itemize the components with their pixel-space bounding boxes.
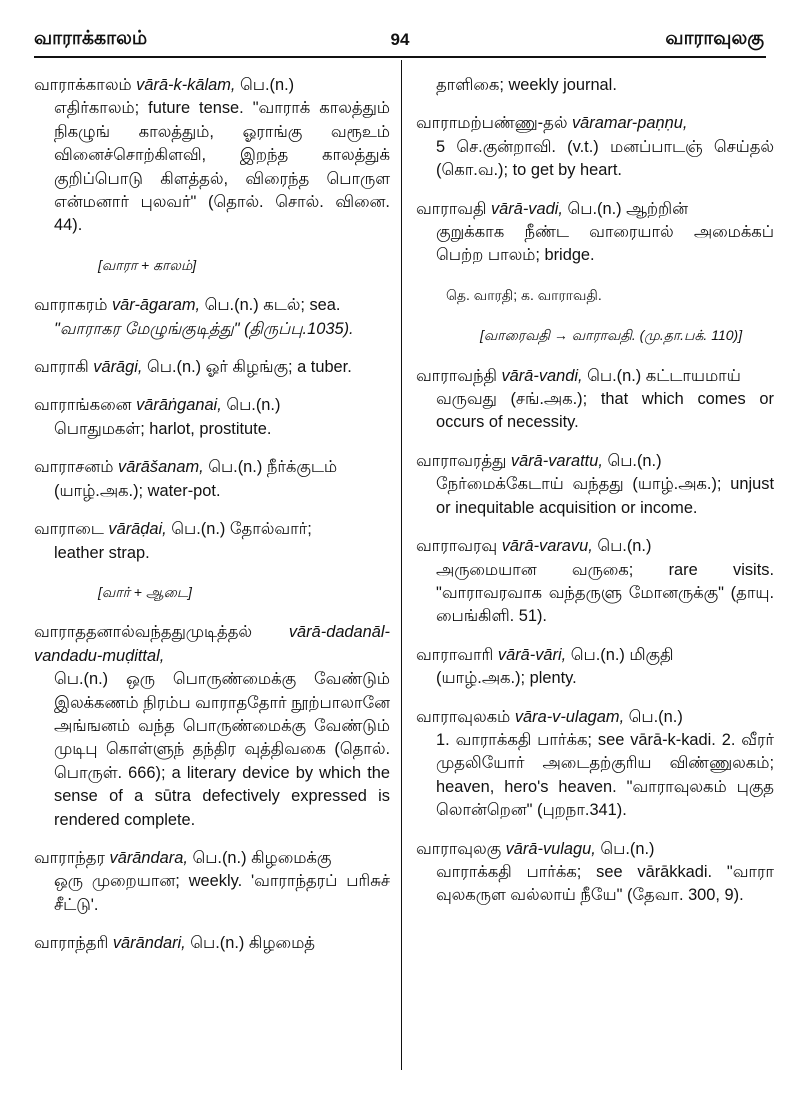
grammar-label: பெ.(n.) ஆற்றின்	[562, 199, 689, 218]
headword: வாராவரத்து	[416, 451, 507, 470]
entry	[34, 394, 390, 441]
definition: அருமையான வருகை; rare visits. "வாராவரவாக வந்தருளு மோனருக்கு" (தாயு. பைங்கிளி. 51).	[436, 560, 774, 626]
headword: வாராததனால்வந்ததுமுடித்தல்	[34, 623, 252, 642]
headword: வாராசனம்	[34, 458, 114, 477]
etymology-note: [வாரைவதி → வாராவதி. (மு.தா.பக். 110)]	[480, 327, 743, 344]
grammar-label: பெ.(n.) கிழமைக்கு	[187, 848, 332, 867]
definition: (யாழ்.அக.); water-pot.	[54, 481, 221, 500]
grammar-label: பெ.(n.) தோல்வார்;	[166, 520, 312, 539]
transliteration: vārā-vulagu,	[505, 839, 596, 858]
headword: வாராமற்பண்ணு-தல்	[416, 114, 568, 133]
transliteration: vārā-vadi,	[490, 199, 563, 218]
grammar-label: பெ.(n.)	[235, 76, 295, 94]
grammar-label: பெ.(n.)	[595, 839, 655, 858]
header-rule	[34, 56, 766, 58]
transliteration: vārā-k-kālam,	[136, 76, 236, 94]
headword: வாராந்தரி	[34, 934, 109, 953]
headword: வாராடை	[34, 520, 104, 539]
transliteration: vārāgi,	[93, 358, 143, 377]
transliteration: vārāndara,	[109, 848, 188, 867]
grammar-label: பெ.(n.)	[624, 707, 683, 726]
headword: வாராவுலகு	[416, 839, 502, 858]
entry	[34, 932, 390, 955]
grammar-label: பெ.(n.) கடல்; sea.	[200, 296, 341, 315]
transliteration: vārā-dadanāl-vandadu-muḍittal,	[34, 623, 390, 665]
definition: பொதுமகள்; harlot, prostitute.	[54, 419, 272, 438]
definition: பெ.(n.) ஒரு பொருண்மைக்கு வேண்டும் இலக்கணம் நிரம்ப வாராததோர் நூற்பாலானே அங்ஙனம் வந்த பொருண்மைக்கு வேண்டும் முடிபு கொள்ளுந் தந்திர வுத்திவகை (தொல். பொருள். 666); a literary device by which the sense of a sūtra defectively expressed is rendered complete.	[54, 670, 390, 829]
transliteration: vārāṅganai,	[136, 396, 222, 415]
entry	[416, 450, 774, 520]
grammar-label: பெ.(n.) கிழமைத்	[185, 934, 315, 953]
entry	[34, 456, 390, 503]
entry	[34, 621, 390, 832]
running-head-right: வாராவுலகு	[665, 28, 764, 49]
transliteration: vārā-varavu,	[501, 537, 593, 556]
definition: எதிர்காலம்; future tense. "வாராக் காலத்தும் நிகழுங் காலத்தும், ஓராங்கு வரூஉம் வினைச்சொற்கிளவி, இறந்த காலத்துக் குறிப்பொடு கிளத்தல், விரைந்த பொருள என்மனார் புலவர்" (தொல். சொல். வினை. 44).	[54, 99, 390, 235]
definition: (யாழ்.அக.); plenty.	[436, 669, 577, 688]
column-divider	[401, 60, 402, 1070]
entry	[416, 838, 774, 908]
headword: வாராகி	[34, 358, 89, 377]
grammar-label: பெ.(n.)	[592, 537, 652, 556]
definition: "வாராகர மேழுங்குடித்து" (திருப்பு.1035).	[54, 319, 354, 338]
definition: ஒரு முறையான; weekly. 'வாராந்தரப் பரிசுச் சீட்டு'.	[54, 872, 390, 914]
grammar-label: பெ.(n.) நீர்க்குடம்	[203, 458, 338, 477]
continued-definition	[416, 74, 774, 97]
entry	[34, 356, 390, 379]
transliteration: vārāšanam,	[118, 458, 204, 477]
transliteration: vārāḍai,	[108, 520, 167, 539]
transliteration: vārā-varattu,	[510, 451, 603, 470]
headword: வாராவரவு	[416, 537, 498, 556]
running-head-left: வாராக்காலம்	[34, 28, 148, 49]
left-column	[34, 74, 390, 971]
etymology-note: [வார் + ஆடை]	[98, 583, 192, 600]
entry	[34, 74, 390, 238]
definition: 1. வாராக்கதி பார்க்க; see vārā-k-kadi. 2. வீரர் முதலியோர் அடைதற்குரிய விண்ணுலகம்; heaven, hero's heaven. "வாராவுலகம் புகுத லொன்றென" (புறநா.341).	[436, 730, 774, 820]
right-column	[416, 74, 774, 923]
definition: leather strap.	[54, 543, 150, 562]
grammar-label: பெ.(n.) கட்டாயமாய்	[582, 366, 741, 385]
headword: வாராவதி	[416, 199, 487, 218]
entry	[416, 706, 774, 823]
grammar-label: பெ.(n.) ஓர் கிழங்கு; a tuber.	[142, 358, 352, 377]
definition: வாராக்கதி பார்க்க; see vārākkadi. "வாரா வுலகருள வல்லாய் நீயே" (தேவா. 300, 9).	[436, 862, 774, 905]
transliteration: vārā-vāri,	[497, 645, 567, 664]
entry	[416, 112, 774, 182]
definition: வருவது (சங்.அக.); that which comes or occurs of necessity.	[436, 390, 774, 432]
cognate-note: தெ. வாரதி; க. வாராவதி.	[446, 286, 602, 303]
entry	[416, 644, 774, 691]
transliteration: vārāndari,	[112, 934, 186, 953]
headword: வாராவாரி	[416, 645, 494, 664]
headword: வாராவுலகம்	[416, 707, 511, 726]
grammar-label: பெ.(n.)	[221, 396, 281, 415]
grammar-label: பெ.(n.) மிகுதி	[566, 645, 674, 664]
entry	[416, 535, 774, 629]
entry	[416, 198, 774, 268]
definition: நேர்மைக்கேடாய் வந்தது (யாழ்.அக.); unjust or inequitable acquisition or income.	[436, 475, 774, 517]
entry	[416, 365, 774, 435]
entry	[34, 847, 390, 917]
definition: 5 செ.குன்றாவி. (v.t.) மனப்பாடஞ் செய்தல் (கொ.வ.); to get by heart.	[436, 137, 774, 180]
entry	[34, 518, 390, 565]
headword: வாராவந்தி	[416, 366, 497, 385]
headword: வாராக்காலம்	[34, 76, 132, 94]
etymology-note: [வாரா + காலம்]	[98, 256, 197, 273]
headword: வாராங்கனை	[34, 396, 132, 415]
transliteration: vāra-v-ulagam,	[514, 707, 625, 726]
grammar-label: பெ.(n.)	[602, 451, 662, 470]
transliteration: vārā-vandi,	[501, 366, 583, 385]
headword: வாராகரம்	[34, 296, 108, 315]
entry	[34, 294, 390, 341]
definition: தாளிகை; weekly journal.	[436, 76, 617, 94]
definition: குறுக்காக நீண்ட வாரையால் அமைக்கப் பெற்ற பாலம்; bridge.	[436, 223, 774, 265]
transliteration: vāramar-paṇṇu,	[571, 114, 688, 133]
transliteration: vār-āgaram,	[111, 296, 201, 315]
headword: வாராந்தர	[34, 848, 105, 867]
page-number: 94	[390, 30, 410, 49]
